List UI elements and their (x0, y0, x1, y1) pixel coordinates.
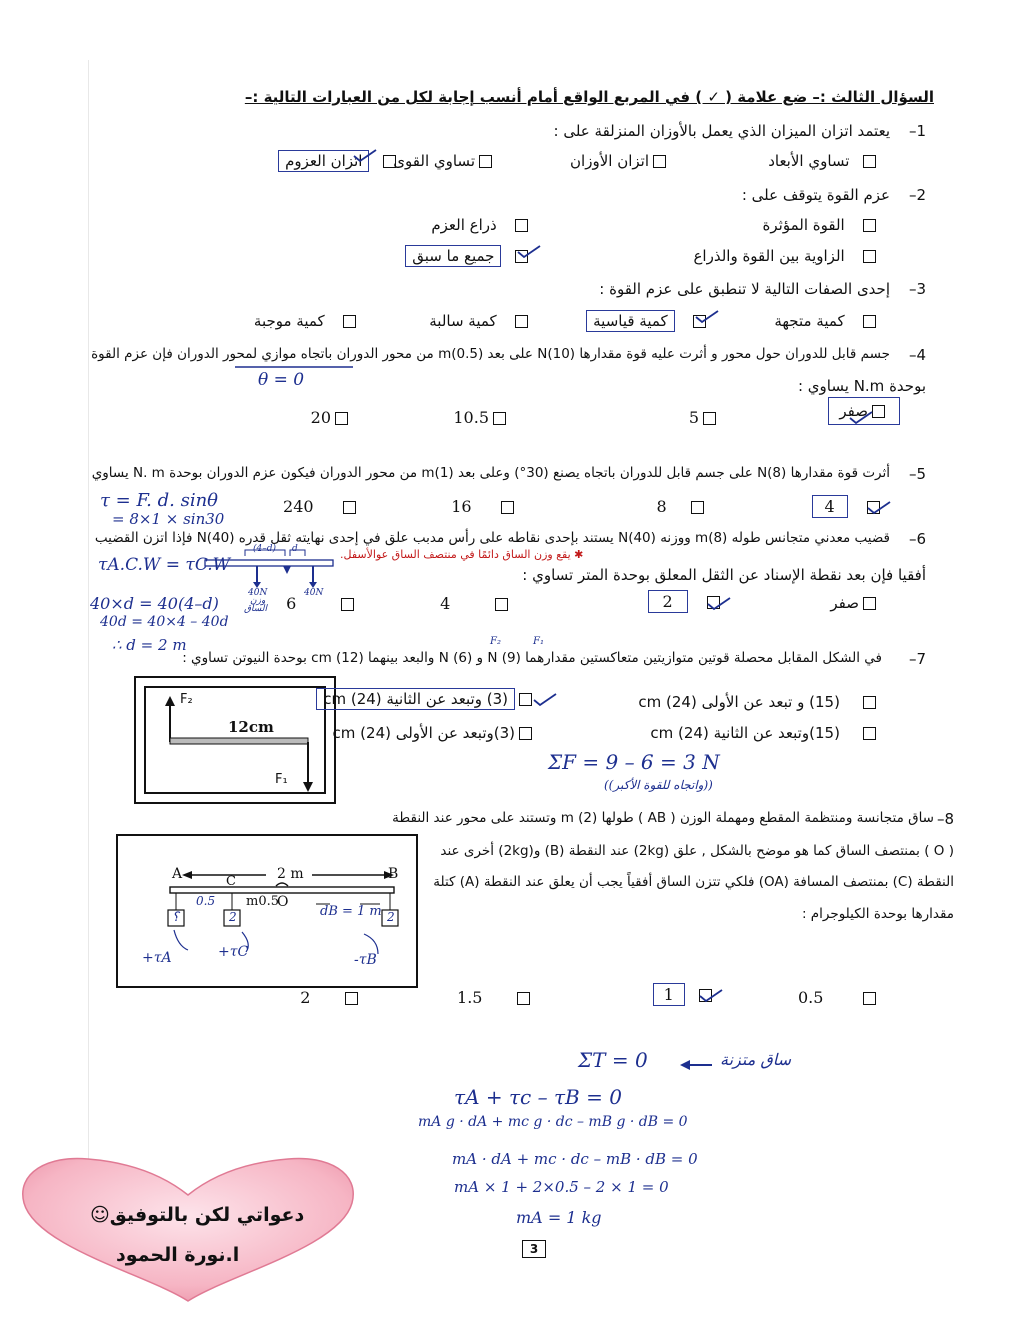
q7-option-4[interactable]: (3)وتبعد عن الأولى cm (24) (333, 724, 536, 742)
mass-c-label: 2 (229, 910, 237, 924)
sketch-label-4d: (4–d) (253, 544, 277, 554)
q4-note: θ = 0 (258, 370, 305, 390)
q2-option-3[interactable]: الزاوية بين القوة والذراع (693, 247, 880, 265)
checkbox[interactable] (493, 412, 506, 425)
f2-label: F₂ (180, 692, 193, 707)
q7-superscript-f2: F₂ (490, 636, 501, 647)
point-b-label: B (388, 866, 399, 882)
q8-note-3: mA g · dA + mc g · dc – mB g · dB = 0 (418, 1114, 688, 1130)
checkbox-checked[interactable] (519, 693, 532, 706)
q7-number: 7– (908, 650, 926, 668)
q6-number: 6– (908, 530, 926, 548)
checkbox[interactable] (479, 155, 492, 168)
q8-note-4: mA · dA + mc · dc – mB · dB = 0 (452, 1150, 698, 1168)
answer-highlight: 1 (653, 983, 685, 1006)
q8-line-1: ساق متجانسة ومنتظمة المقطع ومهملة الوزن ( AB ) طولها m (2) وتستند على محور عند النقطة (392, 810, 934, 826)
q1-number: 1– (908, 122, 926, 140)
q5-option-4[interactable]: 240 (283, 497, 360, 516)
length-label: 2 m (277, 866, 304, 882)
checkbox[interactable] (519, 727, 532, 740)
q2-option-4[interactable] (405, 247, 532, 265)
mass-b-label: 2 (387, 910, 395, 924)
question-title: السؤال الثالث :– ضع علامة ( ✓ ) في المربع الواقع أمام أنسب إجابة لكل من العبارات التالية :– (244, 88, 934, 106)
q5-text: أثرت قوة مقدارها N(8) على جسم قابل للدوران باتجاه يصنع (30°) وعلى بعد m(1) من محور الدوران فيكون عزم الدوران بوحدة N. m يساوي (91, 465, 890, 481)
checkmark-icon (706, 594, 736, 614)
checkbox[interactable] (863, 219, 876, 232)
q7-option-1[interactable]: (15) و تبعد عن الأولى cm (24) (638, 693, 880, 711)
torque-c-label: +τC (218, 944, 249, 960)
checkbox[interactable] (515, 315, 528, 328)
q4-option-4[interactable]: 20 (311, 408, 352, 427)
q2-number: 2– (908, 186, 926, 204)
q4-number: 4– (908, 346, 926, 364)
q6-note-3: 40d = 40×4 – 40d (100, 614, 229, 630)
q8-option-4[interactable]: 2 (300, 988, 362, 1007)
checkmark-icon (694, 307, 724, 327)
q1-option-2[interactable]: اتزان الأوزان (570, 152, 670, 170)
q7-text: في الشكل المقابل محصلة قوتين متوازيتين متعاكستين مقدارهما N (9) و N (6) والبعد بينهما cm (12) بوحدة النيوتن تساوي : (182, 650, 882, 666)
q7-option-2[interactable] (316, 690, 536, 708)
margin-line (88, 60, 89, 1200)
footer-blessing: دعواتي لكن بالتوفيق☺ (90, 1204, 305, 1226)
q8-note-sum: ΣT = 0 (578, 1048, 648, 1072)
checkmark-icon (352, 146, 382, 166)
half-label: 0.5 (196, 894, 216, 908)
q4-line2: بوحدة N.m يساوي : (797, 377, 926, 395)
q4-option-2[interactable]: 5 (689, 408, 720, 427)
q3-text: إحدى الصفات التالية لا تنطبق على عزم القوة : (599, 280, 890, 298)
q7-note-1: ΣF = 9 – 6 = 3 N (548, 750, 720, 774)
checkbox[interactable] (691, 501, 704, 514)
checkbox[interactable] (501, 501, 514, 514)
q2-option-1[interactable]: القوة المؤثرة (763, 216, 880, 234)
checkbox[interactable] (863, 597, 876, 610)
q8-line-2: ( O ) بمنتصف الساق كما هو موضح بالشكل , علق (2kg) عند النقطة (B) و(2kg) أخرى عند (440, 843, 954, 859)
arrow-left-icon (680, 1058, 714, 1072)
sketch-label-40n-b: 40N (304, 588, 324, 598)
checkbox[interactable] (343, 501, 356, 514)
q5-note-2: = 8×1 × sin30 (112, 510, 225, 528)
checkbox[interactable] (863, 727, 876, 740)
q8-number: 8– (936, 810, 954, 828)
q4-text: جسم قابل للدوران حول محور و أثرت عليه قوة مقدارها N(10) على بعد m(0.5) من محور الدوران باتجاه موازي لمحور الدوران فإن عزم القوة (91, 346, 890, 362)
checkbox[interactable] (703, 412, 716, 425)
checkmark-icon (516, 242, 546, 262)
q6-option-3[interactable]: 4 (440, 594, 512, 613)
checkbox[interactable] (495, 598, 508, 611)
q5-option-3[interactable]: 16 (451, 497, 518, 516)
q3-option-1[interactable]: كمية متجهة (774, 312, 880, 330)
f1-label: F₁ (275, 772, 288, 787)
q7-superscript-f1: F₁ (533, 636, 544, 647)
checkbox[interactable] (653, 155, 666, 168)
checkbox[interactable] (863, 992, 876, 1005)
q1-option-1[interactable]: تساوي الأبعاد (768, 152, 880, 170)
checkbox[interactable] (343, 315, 356, 328)
checkbox[interactable] (345, 992, 358, 1005)
answer-highlight: اتزان العزوم (278, 150, 369, 172)
footer-teacher: ا.نورة الحمود (116, 1244, 240, 1266)
q6-note-1: τA.C.W = τC.W (98, 555, 231, 575)
q8-note-2: τA + τc – τB = 0 (454, 1085, 622, 1109)
checkbox[interactable] (335, 412, 348, 425)
q8-note-balanced: ساق متزنة (720, 1050, 792, 1069)
checkbox[interactable] (863, 696, 876, 709)
db-label: dB = 1 m (320, 904, 382, 919)
checkmark-icon (698, 986, 728, 1006)
q6-red-note: ✱ يقع وزن الساق دائمًا في منتصف الساق عوالأسفل. (340, 548, 584, 561)
point-a-label: A (172, 866, 183, 882)
sketch-label-rod: الساق (244, 604, 267, 614)
checkbox[interactable] (863, 315, 876, 328)
point-o-label: O (277, 894, 289, 910)
torque-b-label: -τB (354, 952, 377, 968)
q6-line2: أفقيا فإن بعد نقطة الإسناد عن الثقل المعلق بوحدة المتر تساوي : (522, 566, 926, 584)
sketch-label-weight: وزن (250, 596, 266, 606)
q2-option-2[interactable]: ذراع العزم (431, 216, 532, 234)
checkmark-icon (848, 408, 878, 428)
q8-option-1[interactable]: 0.5 (798, 988, 880, 1007)
q6-note-2: 40×d = 40(4–d) (90, 594, 219, 613)
heart-shape (18, 1155, 358, 1305)
q8-note-5: mA × 1 + 2×0.5 – 2 × 1 = 0 (454, 1178, 669, 1196)
checkbox[interactable] (515, 219, 528, 232)
checkbox[interactable] (517, 992, 530, 1005)
q8-note-6: mA = 1 kg (516, 1208, 602, 1227)
q8-line-3: النقطة (C) بمنتصف المسافة (OA) فلكي تتزن الساق أفقياً يجب أن يعلق عند النقطة (A) كتلة (433, 874, 954, 890)
torque-a-label: +τA (142, 950, 172, 966)
q6-text: قضيب معدني متجانس طوله m(8) ووزنه N(40) يستند بإحدى نقاطه على رأس مدبب علق في إحدى نهايته ثقل قدره N(40) فإذا اتزن القضيب (94, 530, 890, 546)
distance-label: 12cm (228, 718, 274, 736)
q7-note-2: ((واتجاه للقوة الأكبر)) (604, 778, 713, 792)
q5-note-1: τ = F. d. sinθ (100, 490, 219, 511)
answer-highlight: كمية قياسية (586, 310, 675, 332)
q6-note-4: ∴ d = 2 m (112, 636, 187, 654)
checkbox-checked[interactable] (383, 155, 396, 168)
q7-force-diagram (134, 676, 334, 800)
checkbox[interactable] (863, 155, 876, 168)
sketch-label-d: d (292, 544, 298, 554)
checkbox[interactable] (341, 598, 354, 611)
sketch-label-40n-a: 40N (248, 588, 268, 598)
q3-option-2[interactable] (586, 312, 710, 330)
q8-line-4: مقدارها بوحدة الكيلوجرام : (801, 906, 954, 922)
checkmark-icon (866, 498, 896, 518)
q6-option-4[interactable]: 6 (286, 594, 358, 613)
answer-highlight: صفر (828, 397, 900, 425)
q3-option-3[interactable]: كمية سالبة (429, 312, 532, 330)
mass-a-unknown: ؟ (172, 910, 179, 925)
q7-option-3[interactable]: (15)وتبعد عن الثانية cm (24) (650, 724, 880, 742)
q3-option-4[interactable]: كمية موجبة (254, 312, 360, 330)
q4-option-3[interactable]: 10.5 (453, 408, 510, 427)
answer-highlight: جميع ما سبق (405, 245, 501, 267)
point-c-label: C (226, 874, 236, 889)
m05-label: m0.5 (246, 894, 280, 909)
q8-option-3[interactable]: 1.5 (457, 988, 534, 1007)
page-number: 3 (522, 1240, 546, 1258)
q1-option-3[interactable]: تساوي القوى (393, 152, 496, 170)
checkbox[interactable] (863, 250, 876, 263)
checkmark-icon (532, 690, 562, 710)
q5-number: 5– (908, 465, 926, 483)
q2-text: عزم القوة يتوقف على : (741, 186, 890, 204)
q3-number: 3– (908, 280, 926, 298)
answer-highlight: 2 (648, 590, 688, 613)
answer-highlight: 4 (812, 495, 848, 518)
q1-text: يعتمد اتزان الميزان الذي يعمل بالأوزان المنزلقة على : (553, 122, 890, 140)
q5-option-2[interactable]: 8 (656, 497, 708, 516)
q6-option-1[interactable]: صفر (830, 594, 880, 612)
answer-highlight: (3) وتبعد عن الثانية cm (24) (316, 688, 515, 710)
